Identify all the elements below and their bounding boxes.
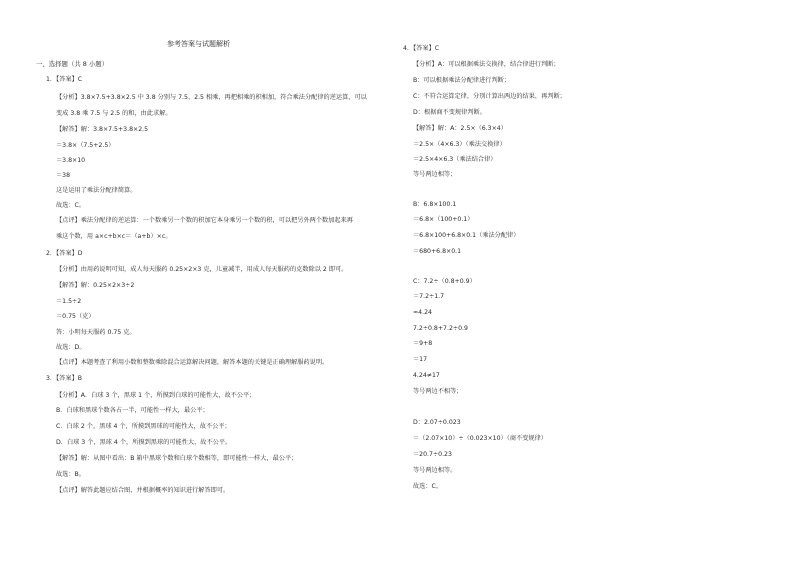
left-text-line: 【点评】解答此题应结合图，并根据概率的知识进行解答即可。 bbox=[56, 487, 230, 494]
right-text-line: ＝2.5×（4×6.3）（乘法交换律） bbox=[413, 141, 506, 148]
left-text-line: 【点评】乘法分配律的逆运算：一个数乘另一个数的积加它本身乘另一个数的积，可以把另外两个数加起来再 bbox=[56, 217, 353, 224]
left-text-line: 故选：C。 bbox=[56, 202, 86, 209]
right-text-line: ＝7.2÷1.7 bbox=[413, 293, 445, 300]
left-text-line: 故选：B。 bbox=[56, 471, 85, 478]
left-text-line: 【解答】解：3.8×7.5+3.8×2.5 bbox=[56, 126, 149, 133]
right-text-line: ＝6.8×100+6.8×0.1（乘法分配律） bbox=[413, 232, 520, 239]
left-text-line: 这是运用了乘法分配律简算。 bbox=[56, 187, 137, 194]
left-text-line: 【点评】本题考查了利用小数和整数乘除混合运算解决问题，解答本题的关键是正确理解服药说明。 bbox=[56, 359, 329, 366]
left-text-line: ＝3.8×10 bbox=[56, 157, 86, 164]
left-text-line: 一、选择题（共 8 小题） bbox=[36, 60, 109, 68]
left-text-line: B．白球和黑球个数各占一半，可能性一样大，最公平； bbox=[56, 407, 209, 414]
left-text-line: 【分析】由用药说明可知，成人每天服药 0.25×2×3 克，儿童减半，用成人每天服药的克数除以 2 即可。 bbox=[56, 266, 348, 273]
right-text-line: ＝17 bbox=[413, 356, 428, 363]
right-text-line: B：6.8×100.1 bbox=[413, 201, 457, 208]
right-text-line: 4．【答案】C bbox=[403, 45, 440, 52]
left-text-line: ＝1.5÷2 bbox=[56, 298, 82, 305]
right-text-line: 等号两边相等。 bbox=[413, 467, 457, 474]
left-text-line: 2．【答案】D bbox=[46, 250, 83, 257]
right-text-line: C：不符合运算定律，分别计算出两边的结果，再判断； bbox=[413, 93, 566, 100]
right-text-line: C：7.2÷（0.8+0.9） bbox=[413, 278, 476, 285]
right-text-line: 等号两边不相等； bbox=[413, 388, 463, 395]
right-text-line: ＝（2.07×10）÷（0.023×10）（商不变规律） bbox=[413, 435, 547, 442]
right-text-line: B：可以根据乘法分配律进行判断； bbox=[413, 77, 511, 84]
left-text-line: 答：小明每天服药 0.75 克。 bbox=[56, 329, 136, 336]
right-text-line: 等号两边相等； bbox=[413, 171, 457, 178]
right-text-line: 故选：C。 bbox=[413, 483, 443, 490]
right-text-line: ＝2.5×4×6.3（乘法结合律） bbox=[413, 156, 497, 163]
right-text-line: 4.24≠17 bbox=[413, 372, 440, 379]
right-text-line: D：2.07÷0.023 bbox=[413, 419, 461, 426]
left-text-line: 【分析】A．白球 3 个，黑球 1 个，所摸到白球的可能性大，故不公平； bbox=[56, 392, 256, 399]
left-text-line: ＝38 bbox=[56, 172, 71, 179]
left-text-line: 【解答】解：0.25×2×3÷2 bbox=[56, 282, 135, 289]
left-text-line: 【解答】解：从图中看出：B 箱中黑球个数和白球个数相等，即可能性一样大，最公平； bbox=[56, 455, 298, 462]
left-text-line: 【分析】3.8×7.5+3.8×2.5 中 3.8 分别与 7.5、2.5 相乘，再把相乘的积相加，符合乘法分配律的逆运算，可以 bbox=[56, 94, 367, 101]
left-text-line: ＝3.8×（7.5+2.5） bbox=[56, 142, 115, 149]
left-text-line: ＝0.75（克） bbox=[56, 313, 95, 320]
right-text-line: 【分析】A：可以根据乘法交换律，结合律进行判断； bbox=[413, 61, 560, 68]
left-text-line: D．白球 3 个，黑球 4 个，所摸到黑球的可能性大，故不公平。 bbox=[56, 439, 232, 446]
right-text-line: D：根据商不变规律判断。 bbox=[413, 109, 486, 116]
left-text-line: 变成 3.8 乘 7.5 与 2.5 的和，由此求解。 bbox=[56, 110, 172, 117]
right-text-line: ＝680+6.8×0.1 bbox=[413, 248, 462, 255]
right-text-line: 7.2÷0.8+7.2÷0.9 bbox=[413, 325, 468, 332]
left-text-line: 故选：D。 bbox=[56, 344, 86, 351]
right-text-line: ≈4.24 bbox=[413, 309, 432, 316]
left-text-line: 3．【答案】B bbox=[46, 375, 83, 382]
right-text-line: 【解答】解：A：2.5×（6.3×4） bbox=[413, 125, 507, 132]
right-text-line: ＝20.7÷0.23 bbox=[413, 451, 452, 458]
left-text-line: C．白球 2 个，黑球 4 个，所摸到黑球的可能性大，故不公平； bbox=[56, 423, 231, 430]
page-title: 参考答案与试题解析 bbox=[167, 40, 230, 48]
right-text-line: ＝6.8×（100+0.1） bbox=[413, 216, 474, 223]
left-text-line: 乘这个数，用 a×c+b×c＝（a+b）×c。 bbox=[56, 233, 172, 240]
right-text-line: ＝9+8 bbox=[413, 340, 433, 347]
left-text-line: 1．【答案】C bbox=[46, 76, 83, 83]
